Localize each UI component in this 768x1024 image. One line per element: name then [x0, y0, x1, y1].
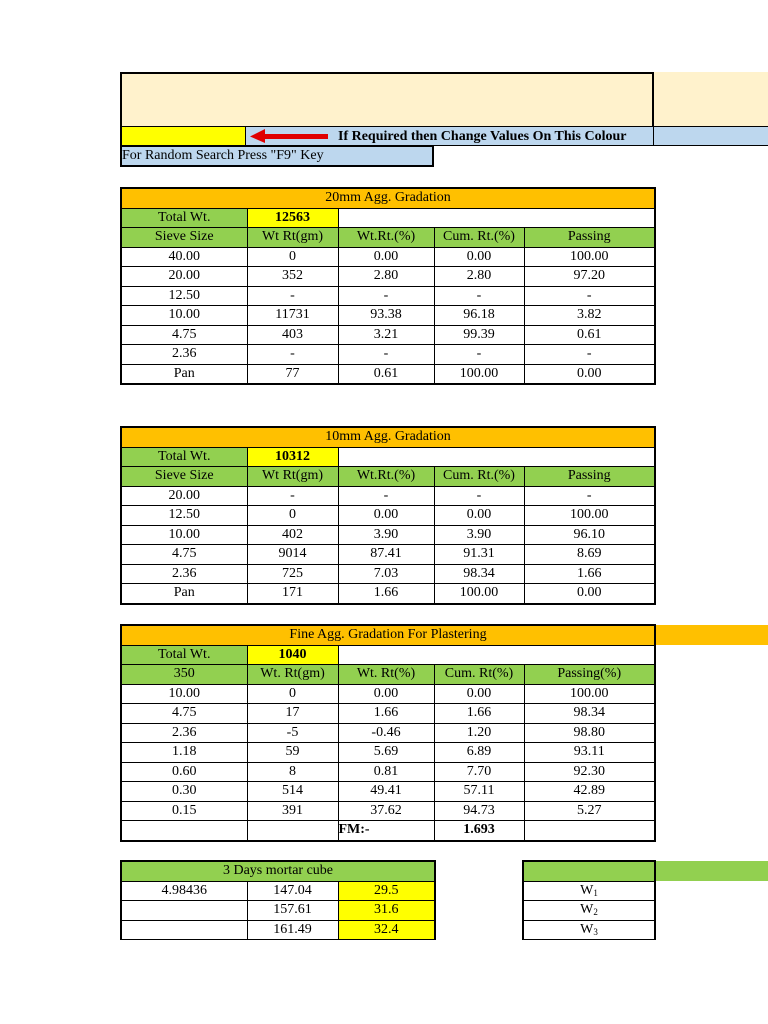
fine-cell: 1.66	[338, 704, 434, 724]
agg10-cell: 3.90	[338, 525, 434, 545]
agg10-cell: -	[524, 486, 655, 506]
agg10-cell: 100.00	[524, 506, 655, 526]
agg20-cell: 403	[247, 325, 338, 345]
fine-cell: 0.30	[121, 782, 247, 802]
agg20-cell: 20.00	[121, 267, 247, 287]
agg10-cell: 1.66	[524, 564, 655, 584]
fine-row	[121, 801, 655, 821]
agg20-cell: -	[338, 345, 434, 365]
agg20-col-header: Wt.Rt.(%)	[338, 228, 434, 248]
random-search-text: For Random Search Press "F9" Key	[122, 148, 324, 163]
agg20-cell: 99.39	[434, 325, 524, 345]
agg10-cell: 9014	[247, 545, 338, 565]
agg10-row	[121, 525, 655, 545]
agg10-col-header: Sieve Size	[121, 467, 247, 487]
agg10-cell: 96.10	[524, 525, 655, 545]
agg10-total-label: Total Wt.	[121, 447, 247, 467]
agg10-cell: 98.34	[434, 564, 524, 584]
fine-cell: 8	[247, 762, 338, 782]
fine-cell: 514	[247, 782, 338, 802]
fine-cell: 1.20	[434, 723, 524, 743]
weight-label	[523, 901, 655, 921]
agg20-cell: 0.00	[338, 247, 434, 267]
agg10-col-header: Cum. Rt.(%)	[434, 467, 524, 487]
fine-cell: 7.70	[434, 762, 524, 782]
agg20-cell: 0	[247, 247, 338, 267]
fine-fm-blank	[524, 821, 655, 841]
agg10-header-row	[121, 467, 655, 487]
mortar-table	[120, 860, 436, 940]
weight-label	[523, 881, 655, 901]
weight-label	[523, 920, 655, 940]
agg10-cell: 100.00	[434, 584, 524, 604]
agg10-cell: 402	[247, 525, 338, 545]
weights-table	[522, 860, 656, 940]
weight-label-sub: 2	[593, 907, 598, 918]
agg20-row	[121, 345, 655, 365]
agg10-cell: 10.00	[121, 525, 247, 545]
fine-table	[120, 624, 656, 842]
mortar-cell[interactable]: 32.4	[338, 920, 435, 940]
agg20-total-row	[121, 208, 655, 228]
agg20-cell: -	[338, 286, 434, 306]
fine-title-extension	[652, 625, 768, 645]
weights-row	[523, 881, 655, 901]
agg10-total-row	[121, 447, 655, 467]
mortar-cell	[121, 920, 247, 940]
weights-body	[523, 881, 655, 940]
fine-fm-blank	[121, 821, 247, 841]
fine-cell: 42.89	[524, 782, 655, 802]
fine-cell: 0.15	[121, 801, 247, 821]
agg20-col-header: Sieve Size	[121, 228, 247, 248]
agg20-row	[121, 247, 655, 267]
fine-title: Fine Agg. Gradation For Plastering	[121, 625, 655, 645]
mortar-cell: 4.98436	[121, 881, 247, 901]
agg10-cell: 4.75	[121, 545, 247, 565]
agg10-row	[121, 545, 655, 565]
agg10-cell: 87.41	[338, 545, 434, 565]
instruction-text: If Required then Change Values On This Colour	[338, 128, 627, 144]
agg10-cell: 20.00	[121, 486, 247, 506]
agg20-cell: 11731	[247, 306, 338, 326]
fine-cell: 92.30	[524, 762, 655, 782]
fine-total-blank	[338, 645, 655, 665]
agg10-cell: 8.69	[524, 545, 655, 565]
agg10-cell: 1.66	[338, 584, 434, 604]
fine-cell: 6.89	[434, 743, 524, 763]
agg10-table	[120, 426, 656, 605]
fine-cell: 10.00	[121, 684, 247, 704]
fine-row	[121, 782, 655, 802]
agg10-cell: 3.90	[434, 525, 524, 545]
weight-label-sub: 3	[593, 926, 598, 937]
fine-cell: 0.00	[338, 684, 434, 704]
fine-row	[121, 684, 655, 704]
fine-col-header: Passing(%)	[524, 665, 655, 685]
fine-cell: 59	[247, 743, 338, 763]
fine-col-header: 350	[121, 665, 247, 685]
weights-header-row	[523, 861, 655, 881]
fine-cell: 93.11	[524, 743, 655, 763]
fine-cell: 1.18	[121, 743, 247, 763]
agg20-cell: 96.18	[434, 306, 524, 326]
agg20-cell: Pan	[121, 364, 247, 384]
fine-body	[121, 684, 655, 821]
agg10-cell: 0.00	[338, 506, 434, 526]
fine-cell: 98.34	[524, 704, 655, 724]
weights-header	[523, 861, 655, 881]
agg20-cell: 100.00	[524, 247, 655, 267]
fine-col-header: Cum. Rt(%)	[434, 665, 524, 685]
agg10-col-header: Passing	[524, 467, 655, 487]
agg20-cell: 0.00	[434, 247, 524, 267]
agg20-title: 20mm Agg. Gradation	[121, 188, 655, 208]
fine-cell: 94.73	[434, 801, 524, 821]
agg20-cell: 4.75	[121, 325, 247, 345]
fine-col-header: Wt. Rt(gm)	[247, 665, 338, 685]
agg20-cell: -	[247, 345, 338, 365]
agg10-title: 10mm Agg. Gradation	[121, 427, 655, 447]
weights-header-extension	[652, 861, 768, 881]
fine-cell: 0.00	[434, 684, 524, 704]
agg20-cell: 3.21	[338, 325, 434, 345]
header-banner-border	[120, 72, 654, 126]
agg20-cell: 0.00	[524, 364, 655, 384]
agg20-row	[121, 267, 655, 287]
fine-row	[121, 743, 655, 763]
agg10-col-header: Wt.Rt.(%)	[338, 467, 434, 487]
fine-cell: 57.11	[434, 782, 524, 802]
mortar-title: 3 Days mortar cube	[121, 861, 435, 881]
agg10-cell: 91.31	[434, 545, 524, 565]
agg10-cell: 171	[247, 584, 338, 604]
agg20-cell: 2.80	[338, 267, 434, 287]
fine-total-row	[121, 645, 655, 665]
weights-row	[523, 901, 655, 921]
agg10-body	[121, 486, 655, 604]
agg20-cell: -	[524, 345, 655, 365]
agg10-cell: -	[434, 486, 524, 506]
weight-label-base: W	[580, 921, 594, 937]
agg20-total-blank	[338, 208, 655, 228]
weight-label-base: W	[580, 882, 594, 898]
fine-col-header: Wt. Rt(%)	[338, 665, 434, 685]
fine-row	[121, 762, 655, 782]
fine-cell: 100.00	[524, 684, 655, 704]
agg20-table	[120, 187, 656, 385]
mortar-cell: 161.49	[247, 920, 338, 940]
mortar-cell[interactable]: 31.6	[338, 901, 435, 921]
mortar-cell	[121, 901, 247, 921]
agg20-cell: -	[247, 286, 338, 306]
agg20-cell: -	[434, 286, 524, 306]
fine-cell: 2.36	[121, 723, 247, 743]
agg10-row	[121, 486, 655, 506]
fine-cell: -0.46	[338, 723, 434, 743]
mortar-cell: 157.61	[247, 901, 338, 921]
agg20-cell: -	[524, 286, 655, 306]
mortar-row	[121, 901, 435, 921]
mortar-title-row	[121, 861, 435, 881]
agg10-cell: 12.50	[121, 506, 247, 526]
fine-row	[121, 723, 655, 743]
fine-fm-blank	[247, 821, 338, 841]
agg20-col-header: Wt Rt(gm)	[247, 228, 338, 248]
agg10-row	[121, 584, 655, 604]
fine-cell: 5.69	[338, 743, 434, 763]
fine-cell: 1.66	[434, 704, 524, 724]
fine-cell: 98.80	[524, 723, 655, 743]
agg10-total-blank	[338, 447, 655, 467]
fine-total-label: Total Wt.	[121, 645, 247, 665]
agg20-row	[121, 306, 655, 326]
agg10-cell: -	[338, 486, 434, 506]
fine-cell: 0.60	[121, 762, 247, 782]
fine-cell: 17	[247, 704, 338, 724]
fine-cell: 0	[247, 684, 338, 704]
agg10-cell: 7.03	[338, 564, 434, 584]
agg10-cell: 0	[247, 506, 338, 526]
fine-title-row	[121, 625, 655, 645]
agg10-cell: 725	[247, 564, 338, 584]
agg10-cell: Pan	[121, 584, 247, 604]
agg20-row	[121, 286, 655, 306]
agg20-row	[121, 364, 655, 384]
agg20-cell: 77	[247, 364, 338, 384]
agg20-cell: 40.00	[121, 247, 247, 267]
fm-value: 1.693	[434, 821, 524, 841]
fm-label: FM:-	[338, 821, 434, 841]
agg20-cell: 352	[247, 267, 338, 287]
fine-cell: 49.41	[338, 782, 434, 802]
weight-label-base: W	[580, 902, 594, 918]
agg10-cell: 2.36	[121, 564, 247, 584]
mortar-row	[121, 920, 435, 940]
agg20-cell: 10.00	[121, 306, 247, 326]
mortar-cell[interactable]: 29.5	[338, 881, 435, 901]
mortar-row	[121, 881, 435, 901]
agg20-total-value[interactable]: 12563	[247, 208, 338, 228]
agg20-header-row	[121, 228, 655, 248]
agg10-cell: 0.00	[524, 584, 655, 604]
mortar-cell: 147.04	[247, 881, 338, 901]
weights-row	[523, 920, 655, 940]
fine-cell: -5	[247, 723, 338, 743]
agg20-cell: 93.38	[338, 306, 434, 326]
agg20-cell: -	[434, 345, 524, 365]
agg20-col-header: Passing	[524, 228, 655, 248]
agg20-cell: 100.00	[434, 364, 524, 384]
fine-cell: 5.27	[524, 801, 655, 821]
fine-cell: 4.75	[121, 704, 247, 724]
fine-header-row	[121, 665, 655, 685]
agg20-cell: 0.61	[338, 364, 434, 384]
agg20-body	[121, 247, 655, 384]
agg20-row	[121, 325, 655, 345]
agg10-cell: 0.00	[434, 506, 524, 526]
input-color-swatch[interactable]	[120, 126, 246, 146]
agg10-total-value[interactable]: 10312	[247, 447, 338, 467]
fine-row	[121, 704, 655, 724]
agg20-cell: 2.36	[121, 345, 247, 365]
agg20-cell: 97.20	[524, 267, 655, 287]
agg20-col-header: Cum. Rt.(%)	[434, 228, 524, 248]
left-arrow-icon	[250, 129, 330, 143]
fine-cell: 391	[247, 801, 338, 821]
fine-total-value[interactable]: 1040	[247, 645, 338, 665]
agg20-cell: 12.50	[121, 286, 247, 306]
agg20-title-row	[121, 188, 655, 208]
mortar-body	[121, 881, 435, 940]
weight-label-sub: 1	[593, 887, 598, 898]
agg10-cell: -	[247, 486, 338, 506]
agg10-title-row	[121, 427, 655, 447]
agg10-row	[121, 506, 655, 526]
agg20-total-label: Total Wt.	[121, 208, 247, 228]
fine-fm-row	[121, 821, 655, 841]
agg20-cell: 2.80	[434, 267, 524, 287]
agg10-row	[121, 564, 655, 584]
fine-cell: 0.81	[338, 762, 434, 782]
agg20-cell: 0.61	[524, 325, 655, 345]
agg10-col-header: Wt Rt(gm)	[247, 467, 338, 487]
fine-cell: 37.62	[338, 801, 434, 821]
agg20-cell: 3.82	[524, 306, 655, 326]
